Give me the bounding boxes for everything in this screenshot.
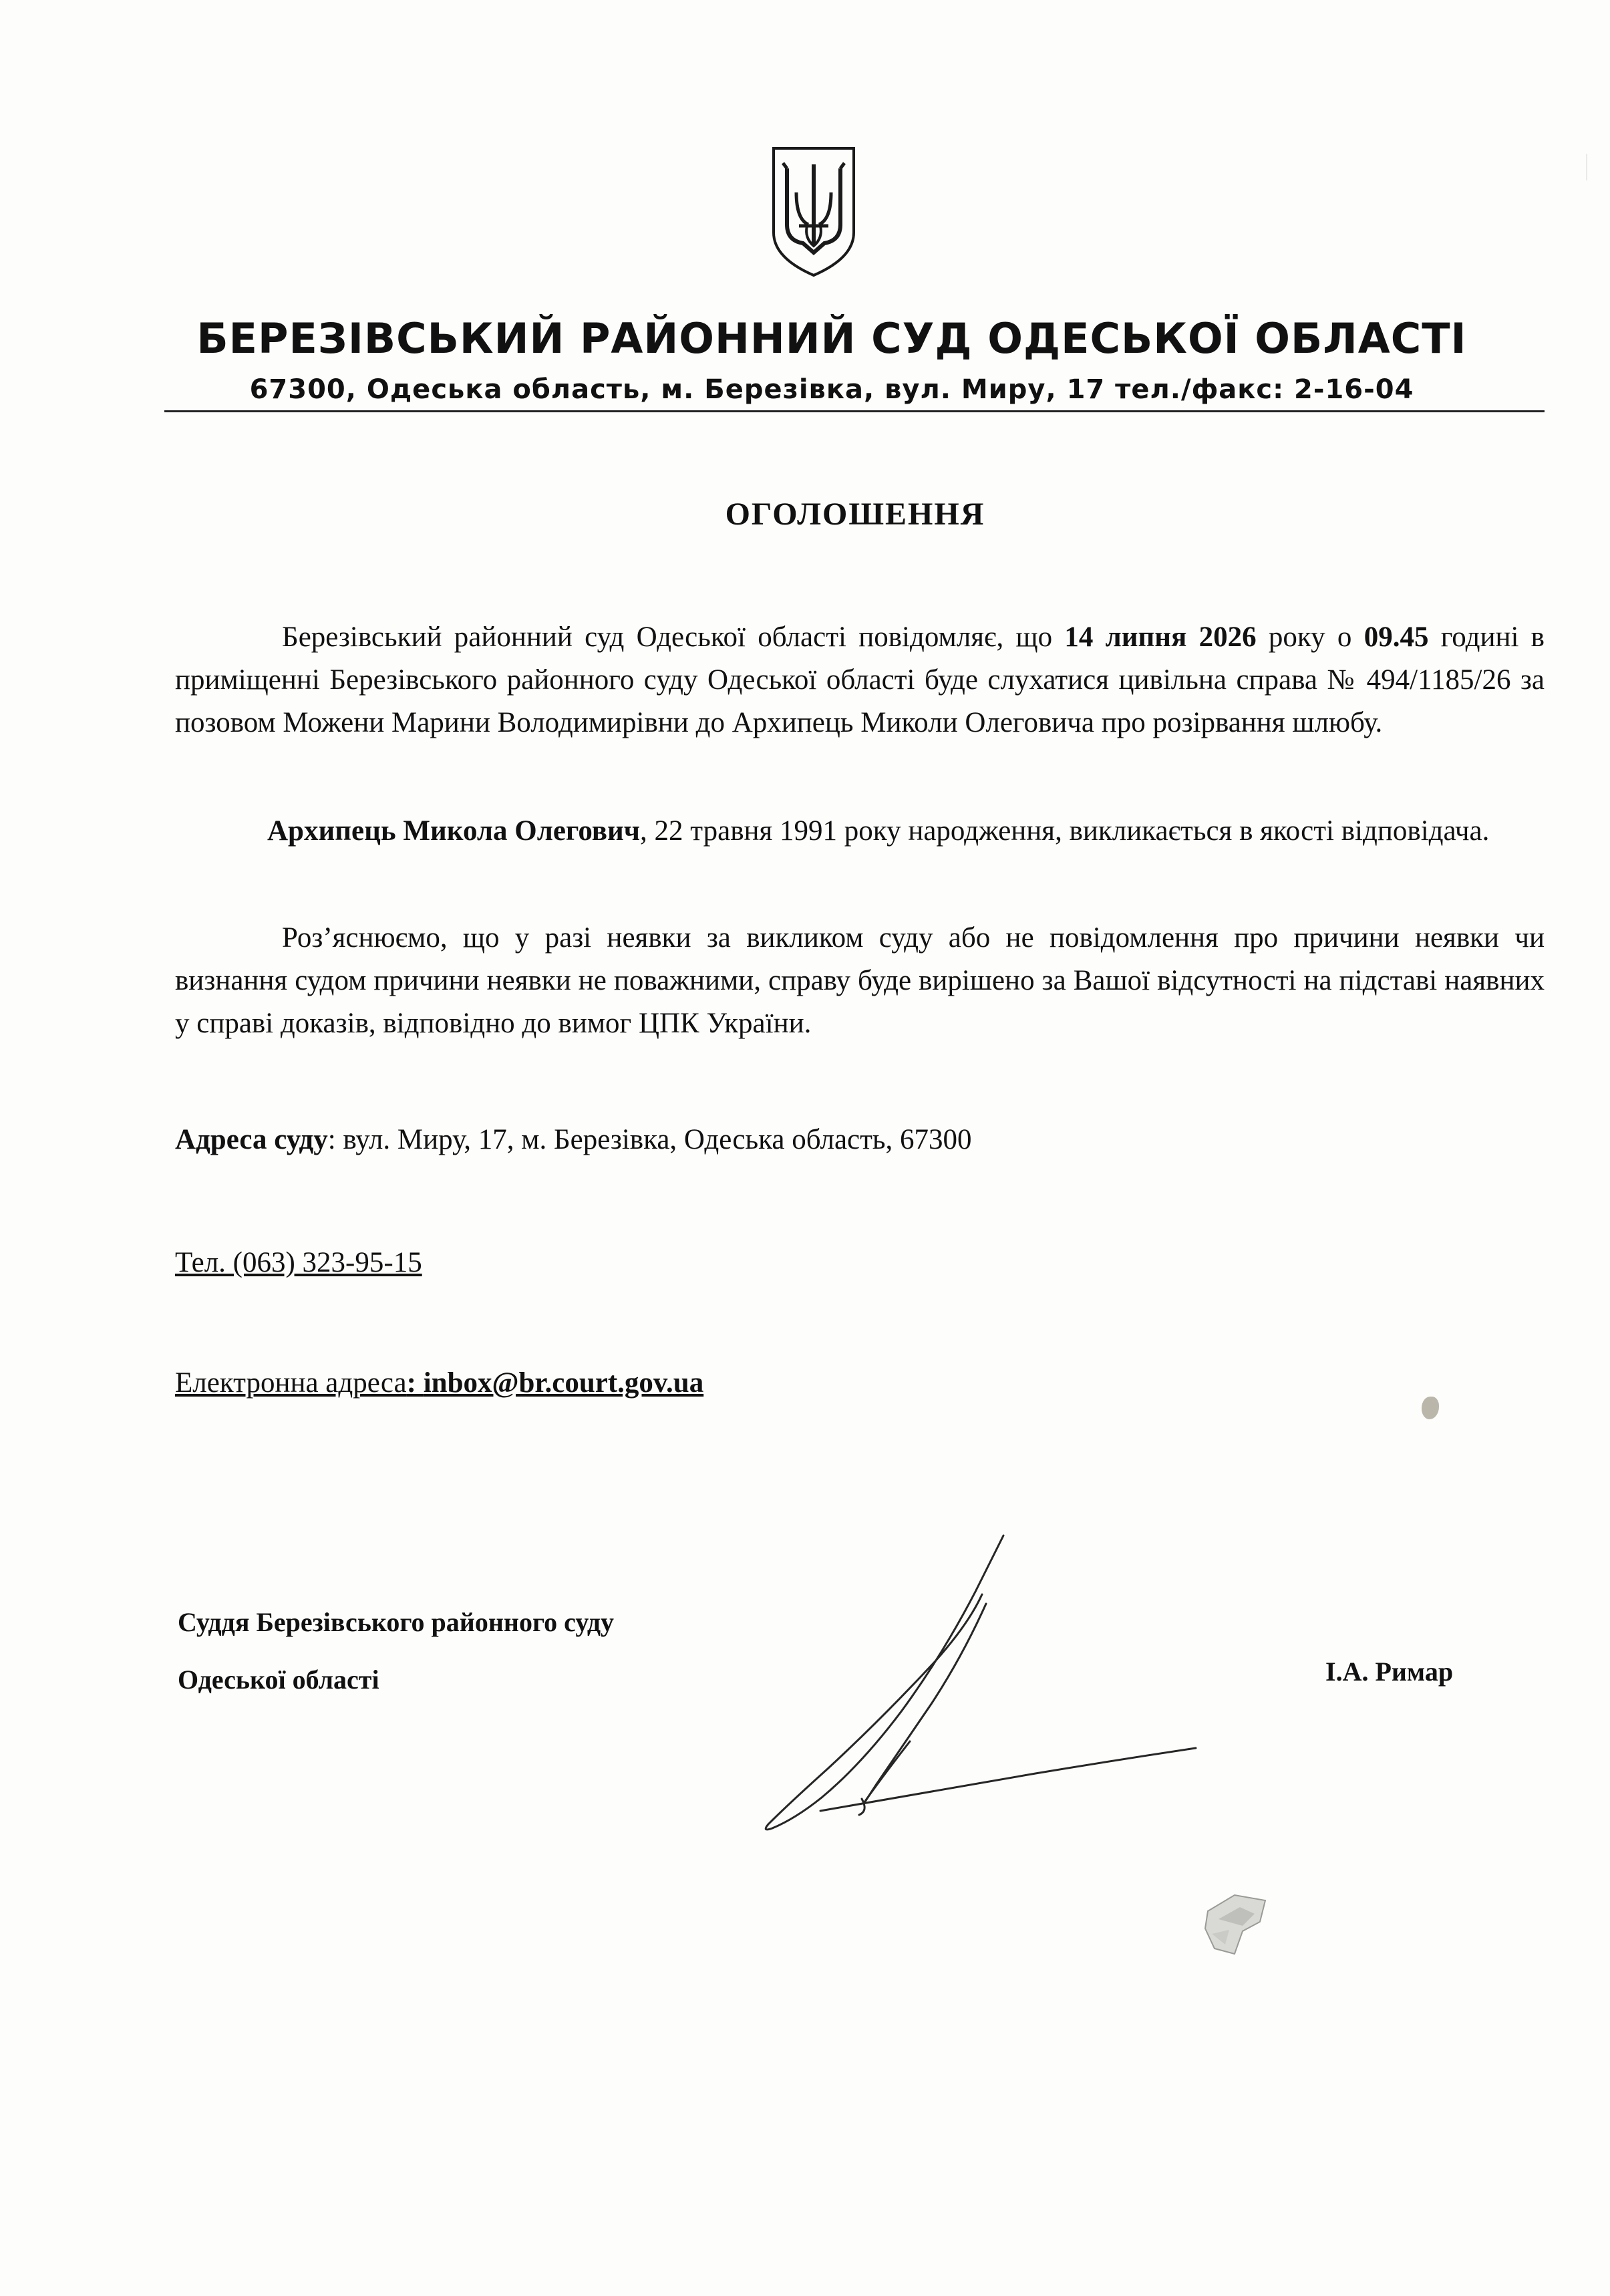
announcement-paragraph-1 — [175, 616, 1545, 744]
judge-name: І.А. Римар — [1325, 1657, 1454, 1687]
scan-edge-mark — [1577, 154, 1587, 180]
announcement-paragraph-2 — [175, 810, 1545, 853]
hearing-time: 09.45 — [1363, 621, 1429, 653]
scan-blot — [1196, 1887, 1276, 1962]
email-address-link[interactable]: inbox@br.court.gov.ua — [423, 1367, 704, 1399]
respondent-name: Архипець Микола Олегович — [267, 815, 641, 847]
paragraph-1-text-c: годині в приміщенні Березівського районного суду Одеської області буде слухатися цивільна справа № 494/1185/26 за позовом Можени Марини Володимирівни до Архипець Миколи Олеговича про розірвання шлюбу. — [175, 621, 1545, 738]
header-divider — [164, 410, 1545, 412]
paragraph-1-text-b: року о — [1256, 621, 1364, 653]
document-title: ОГОЛОШЕННЯ — [725, 496, 985, 532]
address-label: Адреса суду — [175, 1124, 328, 1155]
email-colon: : — [406, 1367, 424, 1399]
paragraph-1-text-a: Березівський районний суд Одеської області повідомляє, що — [282, 621, 1065, 653]
judge-role-line-1: Суддя Березівського районного суду — [178, 1607, 615, 1637]
handwritten-signature — [661, 1530, 1209, 1851]
scan-speck — [1422, 1397, 1439, 1419]
trident-coat-of-arms-icon — [770, 146, 858, 278]
address-value: : вул. Миру, 17, м. Березівка, Одеська область, 67300 — [327, 1124, 972, 1155]
court-address-line: 67300, Одеська область, м. Березівка, вул. Миру, 17 тел./факс: 2-16-04 — [249, 374, 1414, 405]
announcement-paragraph-3: Роз’яснюємо, що у разі неявки за викликом суду або не повідомлення про причини неявки чи визнання судом причини неявки не поважними, справу буде вирішено за Вашої відсутності на підставі наявних у справі доказів, відповідно до вимог ЦПК України. — [175, 922, 1545, 1039]
paragraph-2-text: , 22 травня 1991 року народження, викликається в якості відповідача. — [640, 815, 1490, 847]
court-name-heading: БЕРЕЗІВСЬКИЙ РАЙОННИЙ СУД ОДЕСЬКОЇ ОБЛАСТІ — [196, 314, 1467, 363]
hearing-date: 14 липня 2026 — [1064, 621, 1257, 653]
court-address-contact — [175, 1120, 972, 1160]
judge-role-line-2: Одеської області — [178, 1665, 379, 1695]
email-contact — [175, 1363, 703, 1403]
email-label: Електронна адреса — [175, 1367, 407, 1399]
phone-contact: Тел. (063) 323-95-15 — [175, 1247, 422, 1278]
